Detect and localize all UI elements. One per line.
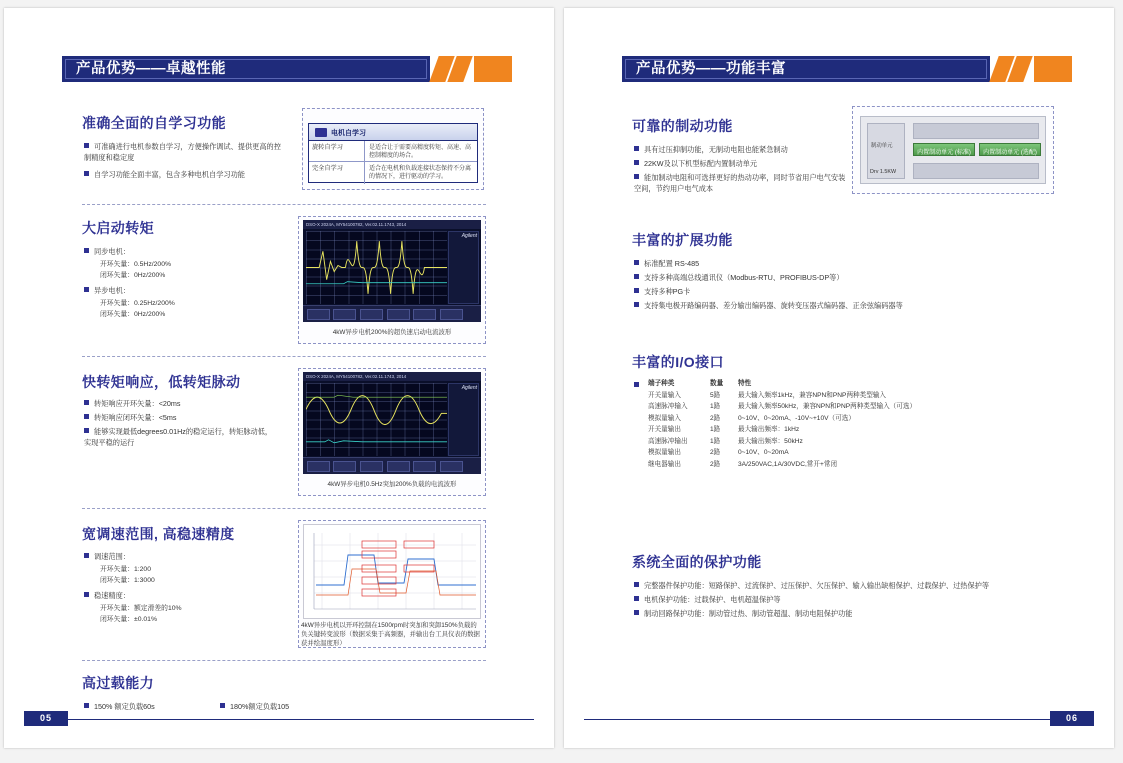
scope-status-bar: DSO-X 2024A, MY54100782, Ver.02.11.1743, 2014: [303, 372, 481, 381]
bullet-square-icon: [634, 174, 639, 179]
brake-green-block-optional: 内置制动单元 (选配): [979, 143, 1041, 156]
spec-accuracy-open-loop: 开环矢量：额定滑差的10%: [100, 605, 182, 612]
scope-button-bar: [303, 305, 481, 322]
spec-sync-open-loop: 开环矢量：0.5Hz/200%: [100, 261, 172, 268]
oscilloscope-screenshot-1: [303, 220, 481, 322]
figure-caption-3: 4kW异步电机以开环控制在1500rpm时突加和突卸150%负载的负关键转变波形（数据采集于高频器，并输出台工具仪表的数据获并绘温度形）: [301, 622, 480, 647]
scope-waveform-icon: [306, 383, 447, 456]
section-title-brake: 可靠的制动功能: [632, 118, 733, 134]
io-cell-spec: 0~10V、0~20mA: [738, 449, 789, 456]
bullet-self-learning-1: 可准确进行电机参数自学习，方便操作调试、提供更高的控制精度和稳定度: [84, 142, 281, 162]
bullet-square-icon: [634, 288, 639, 293]
brake-model-label: Drv 1.5KW: [870, 169, 897, 175]
header-orange-block: [1034, 56, 1072, 82]
section-title-io: 丰富的I/O接口: [632, 354, 724, 370]
scope-button[interactable]: [360, 309, 383, 320]
table-cell-desc: 是适合让于需要高精度转矩、高速、高控制精度的场合。: [369, 145, 472, 159]
io-cell-count: 2路: [710, 449, 721, 456]
io-cell-spec: 3A/250VAC,1A/30VDC,常开+常闭: [738, 460, 838, 468]
scope-brand-logo: Agilent: [461, 233, 477, 239]
bullet-speed-range: 调速范围：: [84, 551, 130, 562]
scope-brand-logo: Agilent: [461, 385, 477, 391]
io-cell-type: 高速脉冲输入: [648, 403, 688, 410]
figure-caption-1: 4kW异步电机200%的超负速启动电流波形: [332, 329, 452, 336]
spec-sync-closed-loop: 闭环矢量：0Hz/200%: [100, 272, 166, 279]
bullet-overload-150: 150% 额定负载60s: [84, 701, 155, 712]
section-title-protection: 系统全面的保护功能: [632, 554, 762, 570]
brake-bottom-rail: [913, 163, 1039, 179]
io-cell-spec: 最大输出频率：50kHz: [738, 437, 803, 445]
footer-rule: [584, 719, 1094, 720]
scope-button[interactable]: [413, 309, 436, 320]
bullet-square-icon: [84, 143, 89, 148]
bullet-protection-2: 电机保护功能：过载保护、电机超温保护等: [634, 594, 1054, 605]
chart-plot-icon: [304, 525, 481, 618]
motor-self-learning-table: [308, 123, 478, 183]
io-cell-spec: 最大输入频率1kHz，兼容NPN和PNP两种类型输入: [738, 391, 887, 399]
bullet-torque-2: 转矩响应闭环矢量：<5ms: [84, 412, 176, 423]
bullet-square-icon: [84, 400, 89, 405]
section-title-expansion: 丰富的扩展功能: [632, 232, 733, 248]
bullet-torque-3: 能够实现最低degrees0.01Hz的稳定运行，转矩脉动低，实现平稳的运行: [84, 427, 273, 447]
io-cell-spec: 最大输出频率：1kHz: [738, 426, 800, 433]
io-cell-type: 开关量输入: [648, 391, 681, 399]
io-table-bullet: [634, 380, 644, 391]
oscilloscope-screenshot-2: [303, 372, 481, 474]
spec-speed-closed-loop: 闭环矢量：1:3000: [100, 577, 155, 584]
scope-grid: [306, 231, 447, 304]
bullet-square-icon: [634, 274, 639, 279]
io-cell-spec: 最大输入频率50kHz，兼容NPN和PNP两种类型输入（可选）: [738, 403, 917, 410]
io-cell-count: 1路: [710, 426, 721, 433]
bullet-sync-motor: 同步电机：: [84, 246, 130, 257]
section-title-torque-response: 快转矩响应，低转矩脉动: [82, 374, 241, 390]
bullet-square-icon: [84, 703, 89, 708]
scope-button[interactable]: [307, 461, 330, 472]
spec-async-closed-loop: 闭环矢量：0Hz/200%: [100, 311, 166, 318]
motor-self-learning-title: 电机自学习: [331, 130, 366, 137]
scope-button[interactable]: [387, 309, 410, 320]
bullet-protection-1: 完整器件保护功能：短路保护、过流保护、过压保护、欠压保护、输入输出缺相保护、过载保护、过热保护等: [634, 580, 1054, 591]
brake-side-label: 制动单元: [871, 143, 893, 149]
bullet-square-icon: [634, 160, 639, 165]
section-divider: [82, 204, 486, 205]
bullet-brake-3: 能加制动电阻和可选择更好的热动功率，同时节省用户电气安装空间，节约用户电气成本: [634, 173, 846, 193]
page-number-left: 05: [24, 711, 68, 726]
scope-button[interactable]: [360, 461, 383, 472]
scope-button[interactable]: [307, 309, 330, 320]
io-cell-count: 1路: [710, 403, 721, 410]
bullet-square-icon: [634, 610, 639, 615]
right-page-title: 产品优势——功能丰富: [636, 61, 786, 77]
io-cell-spec: 0~10V、0~20mA、-10V~+10V（可选）: [738, 414, 855, 422]
bullet-square-icon: [634, 260, 639, 265]
bullet-brake-2: 22KW及以下机型标配内置制动单元: [634, 158, 849, 169]
section-title-overload: 高过载能力: [82, 675, 154, 691]
bullet-square-icon: [84, 414, 89, 419]
scope-waveform-icon: [306, 231, 447, 304]
section-title-self-learning: 准确全面的自学习功能: [82, 115, 226, 131]
bullet-torque-1: 转矩响应开环矢量：<20ms: [84, 398, 180, 409]
brake-module-image: [860, 116, 1046, 184]
header-orange-block: [474, 56, 512, 82]
right-page: [564, 8, 1114, 748]
section-title-start-torque: 大启动转矩: [82, 220, 154, 236]
spec-async-open-loop: 开环矢量：0.25Hz/200%: [100, 300, 175, 307]
bullet-square-icon: [84, 428, 89, 433]
io-cell-count: 5路: [710, 391, 721, 399]
scope-button[interactable]: [413, 461, 436, 472]
bullet-exp-3: 支持多种PG卡: [634, 286, 690, 297]
scope-status-bar: DSO-X 2024A, MY54100782, Ver.02.11.1743, 2014: [303, 220, 481, 229]
bullet-square-icon: [634, 596, 639, 601]
bullet-self-learning-2: 自学习功能全面丰富，包含多种电机自学习功能: [84, 169, 284, 180]
bullet-square-icon: [634, 382, 639, 387]
data-chart-3: [303, 524, 481, 619]
io-cell-type: 开关量输出: [648, 426, 681, 433]
table-cell-name: 完全自学习: [309, 162, 365, 184]
io-cell-type: 高速脉冲输出: [648, 437, 688, 445]
table-row: [309, 162, 477, 184]
scope-button[interactable]: [387, 461, 410, 472]
io-cell-type: 模拟量输入: [648, 414, 681, 422]
bullet-brake-1: 具有过压抑制功能，无制动电阻也能紧急制动: [634, 144, 849, 155]
bullet-square-icon: [220, 703, 225, 708]
brake-top-rail: [913, 123, 1039, 139]
table-cell-desc: 适合在电机和负载连接状态保持不分离的情况下，进行驱动的学习。: [369, 166, 472, 180]
brake-green-block-standard: 内置制动单元 (标准): [913, 143, 975, 156]
bullet-square-icon: [634, 582, 639, 587]
scope-button-bar: [303, 457, 481, 474]
left-page: [4, 8, 554, 748]
motor-icon: [315, 128, 327, 137]
bullet-square-icon: [634, 302, 639, 307]
spec-accuracy-closed-loop: 闭环矢量：±0.01%: [100, 616, 157, 623]
bullet-speed-accuracy: 稳速精度：: [84, 590, 130, 601]
bullet-square-icon: [84, 171, 89, 176]
page-number-right: 06: [1050, 711, 1094, 726]
section-title-speed-range: 宽调速范围, 高稳速精度: [82, 526, 235, 542]
io-cell-count: 2路: [710, 414, 721, 422]
bullet-exp-1: 标准配置 RS-485: [634, 258, 699, 269]
spec-speed-open-loop: 开环矢量：1:200: [100, 566, 151, 573]
table-cell-name: 旋转自学习: [309, 141, 365, 161]
io-cell-count: 1路: [710, 437, 721, 445]
scope-side-menu: [448, 231, 479, 304]
left-page-title: 产品优势——卓越性能: [76, 61, 226, 77]
right-page-header-band: [622, 56, 1072, 82]
scope-button[interactable]: [440, 461, 463, 472]
bullet-square-icon: [84, 592, 89, 597]
table-row: [309, 141, 477, 162]
section-divider: [82, 508, 486, 509]
footer-rule: [24, 719, 534, 720]
io-header-count: 数量: [710, 380, 724, 387]
scope-grid: [306, 383, 447, 456]
io-header-spec: 特性: [738, 380, 752, 387]
section-divider: [82, 660, 486, 661]
bullet-square-icon: [84, 287, 89, 292]
section-divider: [82, 356, 486, 357]
io-cell-count: 2路: [710, 460, 721, 468]
bullet-square-icon: [84, 248, 89, 253]
scope-button[interactable]: [440, 309, 463, 320]
bullet-exp-4: 支持集电极开路编码器、差分输出编码器、旋转变压器式编码器、正余弦编码器等: [634, 300, 964, 311]
io-cell-type: 模拟量输出: [648, 449, 681, 456]
left-page-header-band: [62, 56, 512, 82]
bullet-protection-3: 制动回路保护功能：制动管过热、制动管超温、制动电阻保护功能: [634, 608, 1054, 619]
figure-caption-2: 4kW异步电机0.5Hz突加200%负载的电流波形: [327, 481, 457, 488]
scope-button[interactable]: [333, 309, 356, 320]
bullet-square-icon: [634, 146, 639, 151]
io-header-type: 端子种类: [648, 380, 675, 387]
bullet-exp-2: 支持多种高端总线通讯仪（Modbus-RTU、PROFIBUS-DP等）: [634, 272, 844, 283]
io-cell-type: 继电器输出: [648, 460, 681, 468]
scope-button[interactable]: [333, 461, 356, 472]
bullet-overload-180: 180%额定负载105: [220, 701, 289, 712]
bullet-async-motor: 异步电机：: [84, 285, 130, 296]
bullet-square-icon: [84, 553, 89, 558]
scope-side-menu: [448, 383, 479, 456]
